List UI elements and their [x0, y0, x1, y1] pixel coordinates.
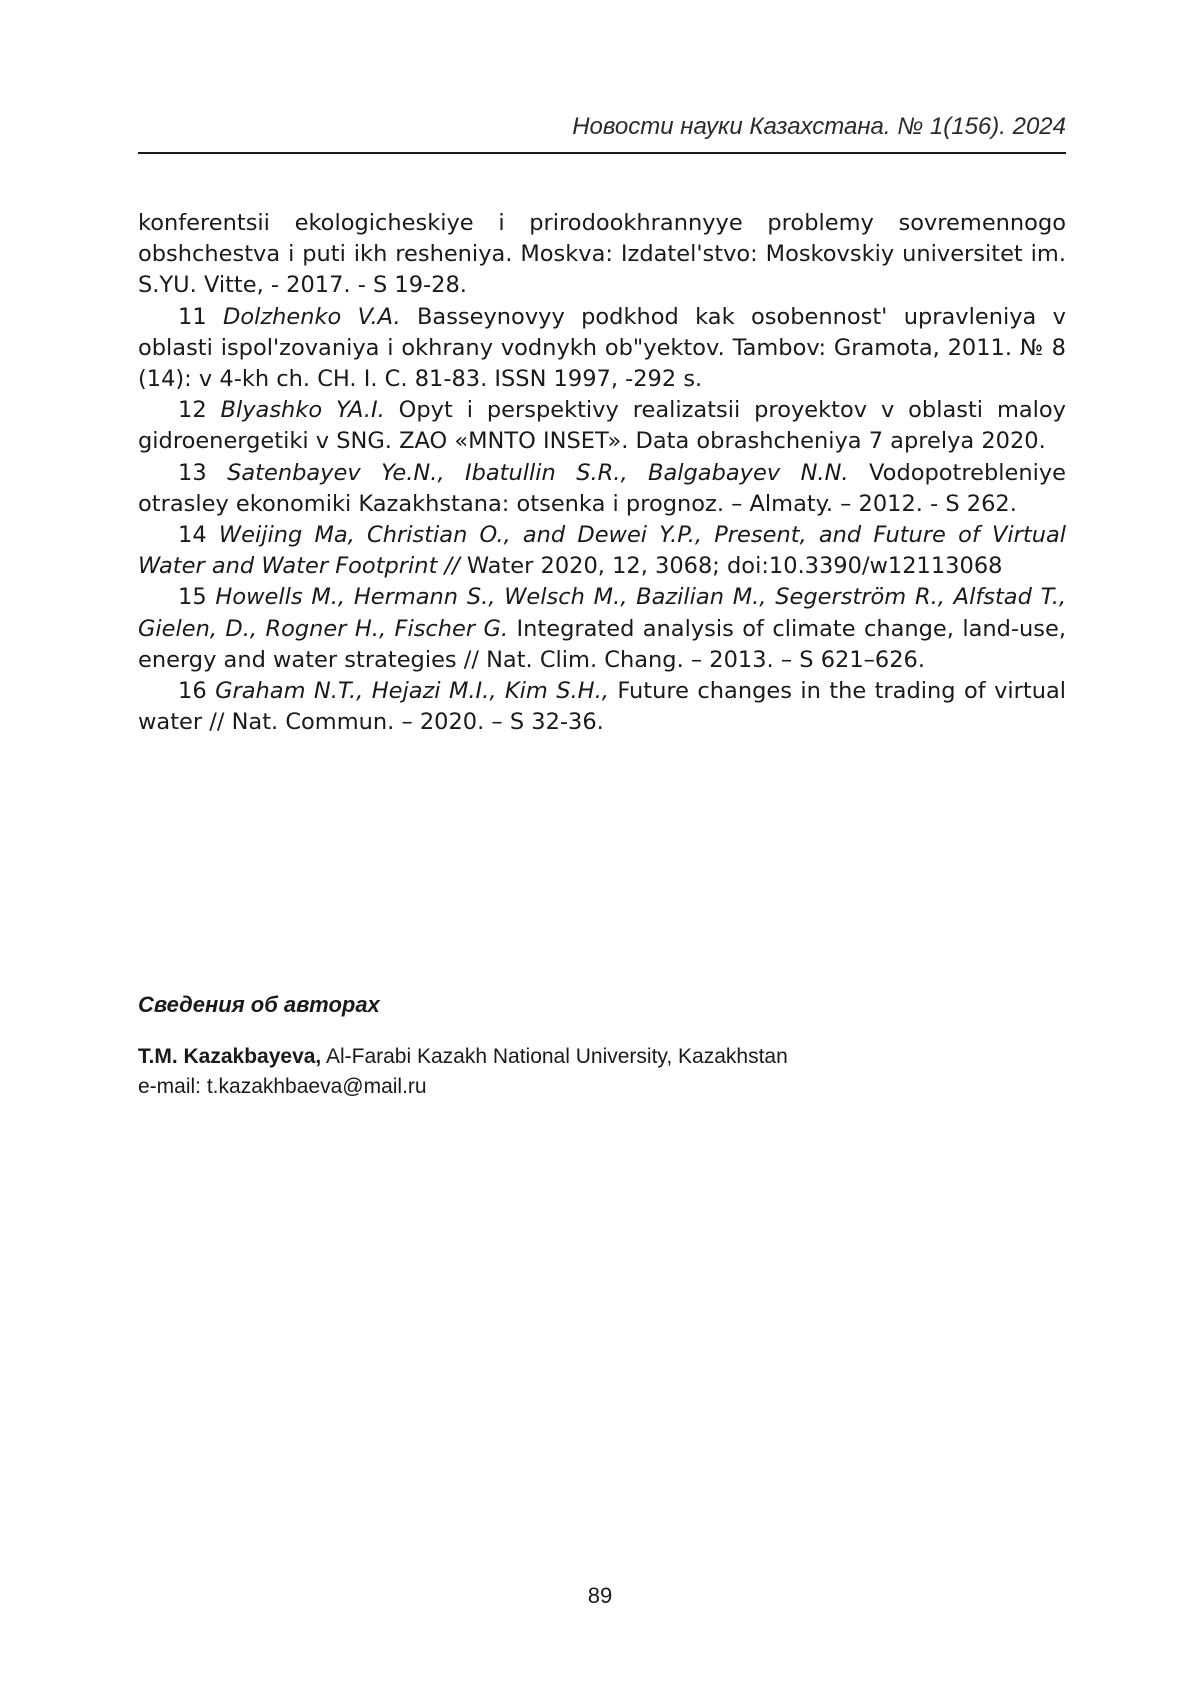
reference-text: Integrated analysis of climate change, land-use, energy and water strategies // Nat. Clim. Chang. – 2013. – S 621–626. — [138, 615, 1066, 673]
reference-number: 16 — [178, 678, 207, 705]
running-header: Новости науки Казахстана. № 1(156). 2024 — [572, 113, 1066, 140]
reference-authors: Howells M., Hermann S., Welsch M., Bazilian M., Segerström R., Alfstad T., Gielen, D., Rogner H., Fischer G. — [138, 584, 1067, 642]
reference-authors: Graham N.T., Hejazi M.I., Kim S.H., — [215, 678, 609, 705]
reference-text: Water 2020, 12, 3068; doi:10.3390/w12113068 — [466, 553, 1003, 580]
reference-item-15 — [138, 582, 1066, 676]
reference-item-continued — [138, 208, 1066, 302]
author-affiliation: Al-Farabi Kazakh National University, Kazakhstan — [325, 1045, 788, 1068]
reference-text: Basseynovyy podkhod kak osobennost' upravleniya v oblasti ispol'zovaniya i okhrany vodnykh ob"yektov. Tambov: Gramota, 2011. № 8 (14): v 4-kh ch. CH. I. C. 81-83. ISSN 1997, -292 s. — [138, 303, 1066, 393]
reference-text: Opyt i perspektivy realizatsii proyektov v oblasti maloy gidroenergetiki v SNG. ZAO «MNTO INSET». Data obrashcheniya 7 aprelya 2020. — [138, 397, 1066, 455]
header-divider — [138, 152, 1066, 154]
reference-item-13 — [138, 458, 1066, 520]
reference-text: konferentsii ekologicheskiye i prirodookhrannyye problemy sovremennogo obshchestva i puti ikh resheniya. Moskva: Izdatel'stvo: Moskovskiy universitet im. S.YU. Vitte, - 2017. - S 19-28. — [138, 210, 1066, 299]
reference-text: Vodopotrebleniye otrasley ekonomiki Kazakhstana: otsenka i prognoz. – Almaty. – 2012. - S 262. — [138, 459, 1067, 517]
reference-authors: Weijing Ma, Christian O., and Dewei Y.P., Present, and Future of Virtual Water and Water Footprint // — [138, 522, 1067, 580]
reference-item-14 — [138, 520, 1066, 582]
author-information — [138, 990, 1066, 1102]
reference-number: 13 — [178, 459, 207, 486]
author-email: e-mail: t.kazakhbaeva@mail.ru — [138, 1075, 427, 1098]
reference-authors: Satenbayev Ye.N., Ibatullin S.R., Balgabayev N.N. — [227, 459, 849, 486]
reference-item-11 — [138, 302, 1066, 396]
reference-authors: Blyashko YA.I. — [220, 397, 385, 424]
reference-number: 11 — [178, 303, 207, 330]
reference-list — [138, 208, 1066, 738]
author-name: T.M. Kazakbayeva, — [138, 1045, 322, 1068]
reference-number: 14 — [178, 522, 207, 549]
reference-item-12 — [138, 395, 1066, 457]
reference-authors: Dolzhenko V.A. — [223, 303, 401, 330]
page-number: 89 — [587, 1583, 613, 1608]
author-line — [138, 1042, 1066, 1072]
reference-number: 15 — [178, 584, 207, 611]
reference-number: 12 — [178, 397, 207, 424]
reference-item-16 — [138, 676, 1066, 738]
author-info-heading: Сведения об авторах — [138, 992, 380, 1017]
reference-text: Future changes in the trading of virtual water // Nat. Commun. – 2020. – S 32-36. — [138, 678, 1067, 736]
